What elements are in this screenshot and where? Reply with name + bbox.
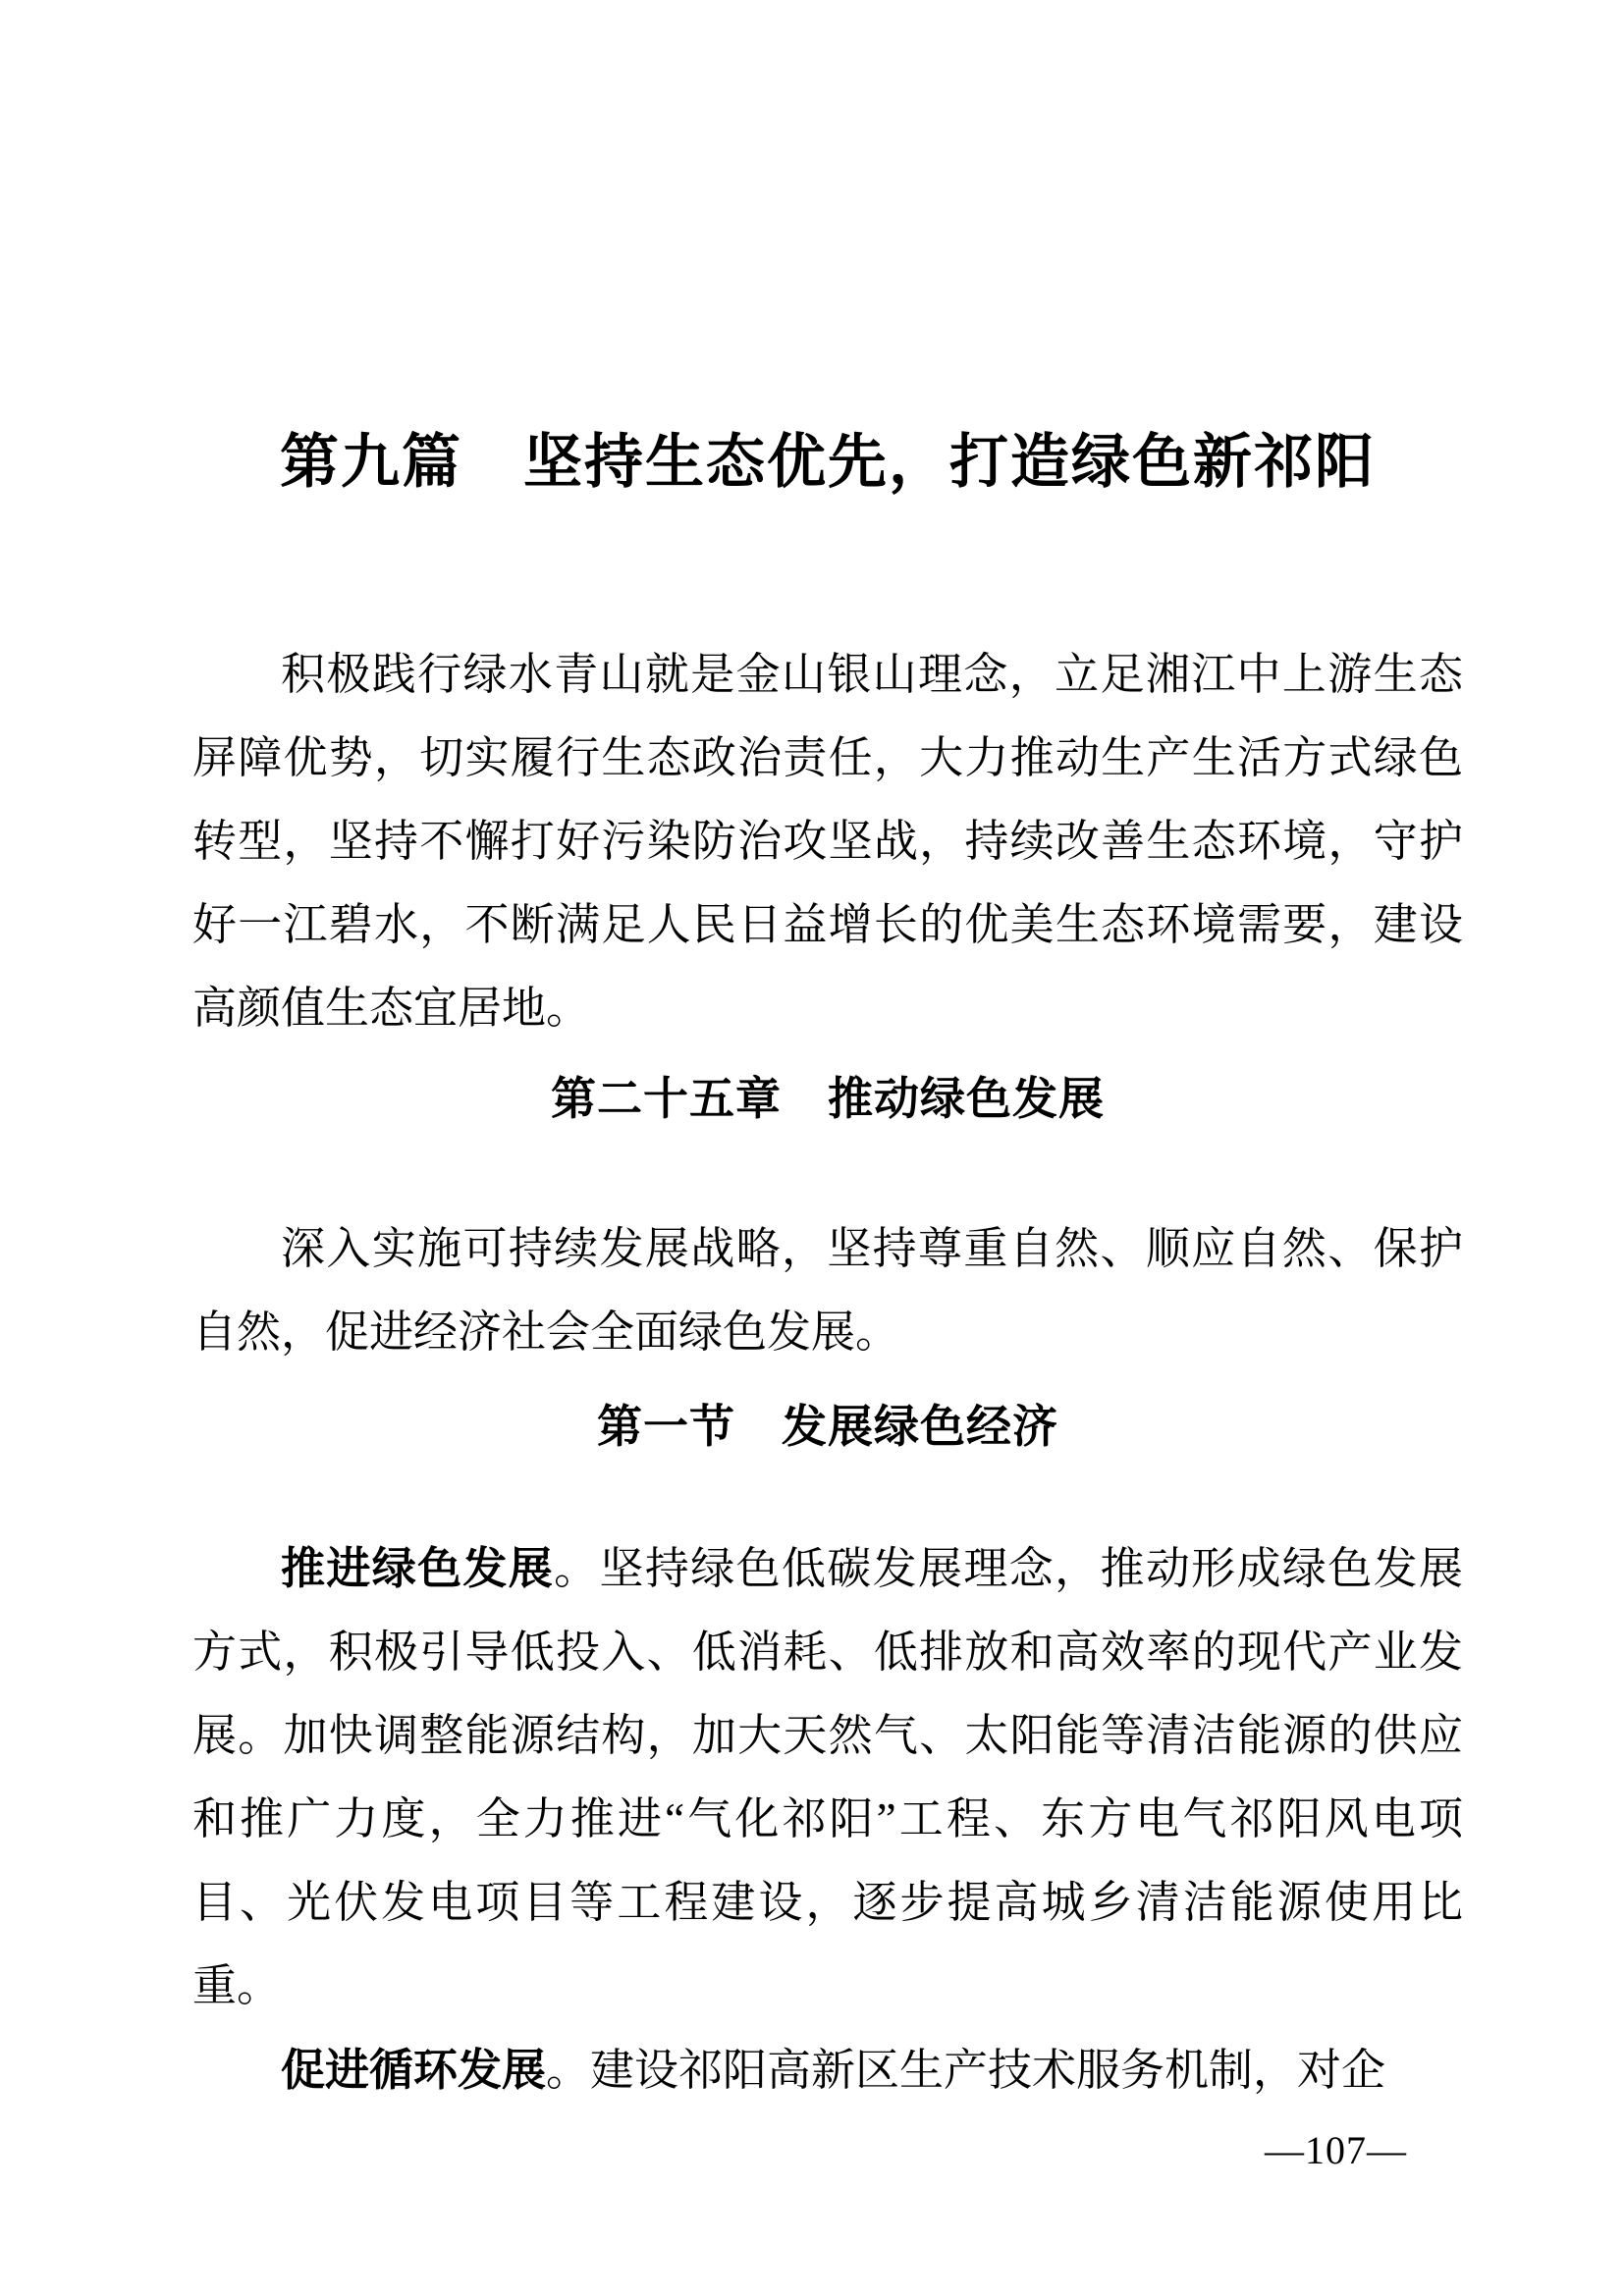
paragraph-green-development [192, 1526, 1463, 2028]
paragraph-lead: 推进绿色发展 [281, 1543, 555, 1593]
intro-paragraph: 积极践行绿水青山就是金山银山理念，立足湘江中上游生态屏障优势，切实履行生态政治责任，大力推动生产生活方式绿色转型，坚持不懈打好污染防治攻坚战，持续改善生态环境，守护好一江碧水，不断满足人民日益增长的优美生态环境需要，建设高颜值生态宜居地。 [192, 650, 1463, 1033]
paragraph-text: 。建设祁阳高新区生产技术服务机制，对企 [546, 2046, 1386, 2095]
paragraph-lead: 促进循环发展 [281, 2045, 547, 2095]
page-number: —107— [1265, 2128, 1407, 2172]
chapter-intro-paragraph: 深入实施可持续发展战略，坚持尊重自然、顺应自然、保护自然，促进经济社会全面绿色发展。 [192, 1224, 1463, 1357]
paragraph-circular-development [192, 2028, 1463, 2112]
chapter-title: 第二十五章 推动绿色发展 [551, 1074, 1105, 1124]
paragraph-text: 。坚持绿色低碳发展理念，推动形成绿色发展方式，积极引导低投入、低消耗、低排放和高效率的现代产业发展。加快调整能源结构，加大天然气、太阳能等清洁能源的供应和推广力度，全力推进“气化祁阳”工程、东方电气祁阳风电项目、光伏发电项目等工程建设，逐步提高城乡清洁能源使用比重。 [192, 1544, 1463, 2010]
part-title: 第九篇 坚持生态优先，打造绿色新祁阳 [280, 430, 1376, 495]
section-title: 第一节 发展绿色经济 [597, 1401, 1058, 1452]
